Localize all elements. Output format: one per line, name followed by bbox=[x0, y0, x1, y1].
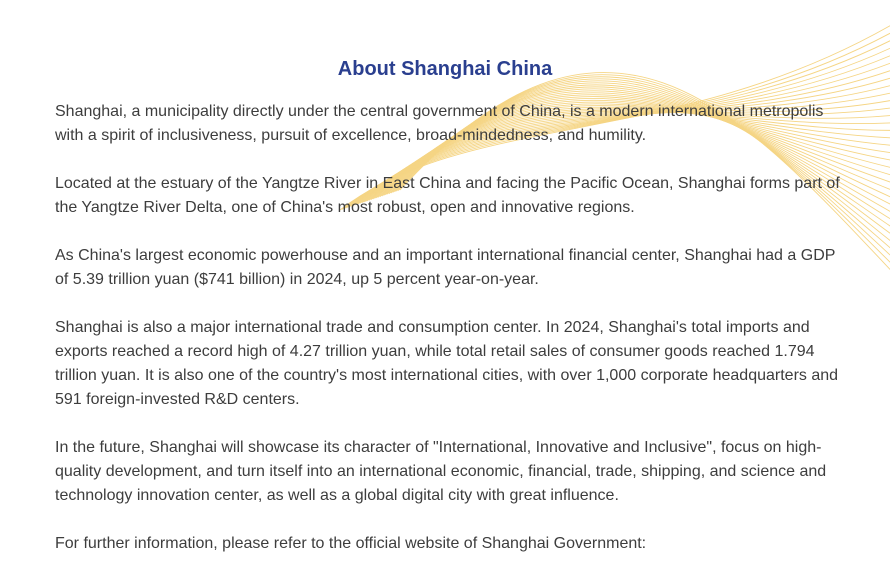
paragraph-overview: Shanghai, a municipality directly under the central government of China, is a modern international metropolis with a spirit of inclusiveness, pursuit of excellence, broad-mindedness, and humility. bbox=[55, 103, 824, 144]
paragraph-location: Located at the estuary of the Yangtze River in East China and facing the Pacific Ocean, Shanghai forms part of the Yangtze River Delta, one of China's most robust, open and innovative regions. bbox=[55, 175, 840, 216]
paragraph-trade: Shanghai is also a major international trade and consumption center. In 2024, Shanghai's total imports and exports reached a record high of 4.27 trillion yuan, while total retail sales of consumer goods reached 1.794 trillion yuan. It is also one of the country's most international cities, with over 1,000 corporate headquarters and 591 foreign-invested R&D centers. bbox=[55, 319, 839, 408]
paragraph-future: In the future, Shanghai will showcase its character of "International, Innovative and Inclusive", focus on high-quality development, and turn itself into an international economic, financial, trade, shipping, and science and technology innovation center, as well as a global digital city with great influence. bbox=[55, 439, 827, 504]
paragraph-further-info: For further information, please refer to the official website of Shanghai Government: bbox=[55, 535, 647, 552]
paragraph-economy: As China's largest economic powerhouse and an important international financial center, Shanghai had a GDP of 5.39 trillion yuan ($741 billion) in 2024, up 5 percent year-on-year. bbox=[55, 247, 836, 288]
page-title: About Shanghai China bbox=[337, 58, 553, 80]
